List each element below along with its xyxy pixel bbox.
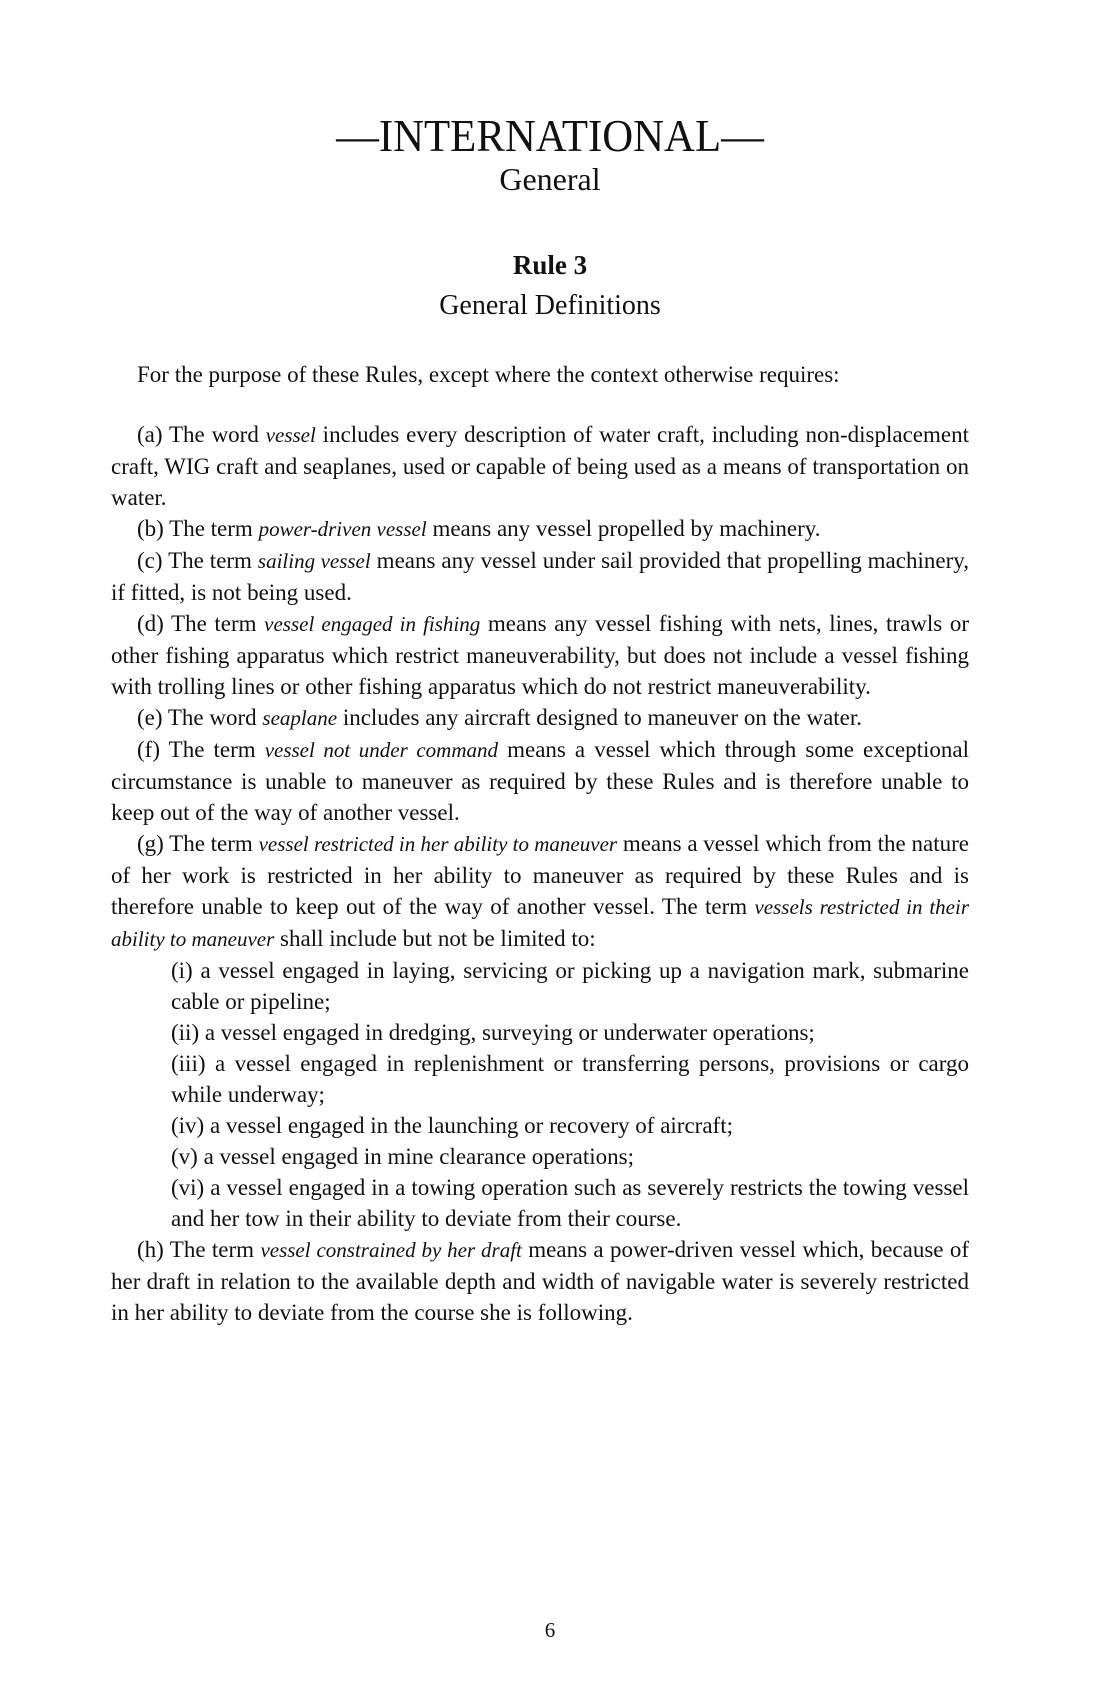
- defined-term: vessel engaged in fishing: [264, 612, 481, 636]
- definition-text: means a vessel which from the nature of her work is restricted in her ability to maneuver as required by these Rules and is therefore unable to keep out of the way of another vessel. The term: [111, 831, 969, 919]
- definition-label: (d): [137, 611, 172, 636]
- definition-lead: The term: [171, 611, 265, 636]
- defined-term: vessel restricted in her ability to maneuver: [258, 832, 618, 856]
- rule-body: [111, 359, 969, 1328]
- definition-d: [111, 608, 969, 702]
- definition-lead: The term: [169, 831, 259, 856]
- defined-term: vessel constrained by her draft: [260, 1238, 522, 1262]
- definition-text: means any vessel fishing with nets, lines, trawls or other fishing apparatus which restrict maneuverability, but does not include a vessel fishing with trolling lines or other fishing apparatus which do not restrict maneuverability.: [111, 611, 970, 699]
- rule-title: General Definitions: [439, 290, 661, 321]
- definition-label: (a): [137, 422, 169, 447]
- sub-item: (vi) a vessel engaged in a towing operation such as severely restricts the towing vessel and her tow in their ability to deviate from their course.: [171, 1175, 969, 1231]
- definition-text: includes any aircraft designed to maneuver on the water.: [337, 705, 863, 730]
- definition-lead: The word: [167, 705, 263, 730]
- sub-item: (iii) a vessel engaged in replenishment or transferring persons, provisions or cargo while underway;: [171, 1051, 969, 1107]
- definition-text: means a power-driven vessel which, because of her draft in relation to the available depth and width of navigable water is severely restricted in her ability to deviate from the course she is following.: [111, 1237, 970, 1325]
- sub-item: (v) a vessel engaged in mine clearance operations;: [171, 1144, 634, 1169]
- definition-text: includes every description of water craft, including non-displacement craft, WIG craft and seaplanes, used or capable of being used as a means of transportation on water.: [111, 422, 969, 510]
- definition-text: means any vessel propelled by machinery.: [426, 516, 821, 541]
- definition-f: [111, 734, 969, 828]
- sub-item: (i) a vessel engaged in laying, servicing or picking up a navigation mark, submarine cable or pipeline;: [171, 958, 969, 1014]
- definition-b: [111, 513, 969, 545]
- definition-text: shall include but not be limited to:: [274, 926, 596, 951]
- definition-text: means a vessel which through some exceptional circumstance is unable to maneuver as required by these Rules and is therefore unable to keep out of the way of another vessel.: [111, 737, 970, 825]
- definition-label: (f): [137, 737, 169, 762]
- definition-lead: The term: [169, 516, 259, 541]
- defined-term: vessels restricted in their ability to maneuver: [111, 895, 969, 951]
- definition-label: (e): [137, 705, 168, 730]
- rule-number: Rule 3: [512, 250, 588, 280]
- definition-label: (h): [137, 1237, 170, 1262]
- definition-label: (g): [137, 831, 170, 856]
- sub-item: (ii) a vessel engaged in dredging, surveying or underwater operations;: [171, 1020, 815, 1045]
- defined-term: sailing vessel: [257, 549, 371, 573]
- defined-term: power-driven vessel: [258, 517, 427, 541]
- definition-lead: The term: [168, 548, 258, 573]
- sub-item-list: [111, 955, 969, 1234]
- definition-a: [111, 419, 969, 513]
- sub-item: (iv) a vessel engaged in the launching or recovery of aircraft;: [171, 1113, 733, 1138]
- definition-lead: The term: [168, 737, 265, 762]
- definition-label: (b): [137, 516, 170, 541]
- section-subtitle: General: [499, 161, 601, 197]
- definition-c: [111, 545, 969, 608]
- definition-h: [111, 1234, 969, 1328]
- definition-g: [111, 828, 969, 955]
- defined-term: vessel: [265, 423, 316, 447]
- definition-label: (c): [137, 548, 169, 573]
- definition-lead: The word: [168, 422, 266, 447]
- definition-lead: The term: [169, 1237, 261, 1262]
- defined-term: seaplane: [262, 706, 338, 730]
- rule-intro: For the purpose of these Rules, except where the context otherwise requires:: [137, 362, 840, 387]
- definition-text: means any vessel under sail provided that propelling machinery, if fitted, is not being used.: [111, 548, 969, 605]
- defined-term: vessel not under command: [264, 738, 499, 762]
- section-title: —INTERNATIONAL—: [336, 110, 764, 161]
- page-number: 6: [544, 1618, 556, 1642]
- definition-e: [111, 702, 969, 734]
